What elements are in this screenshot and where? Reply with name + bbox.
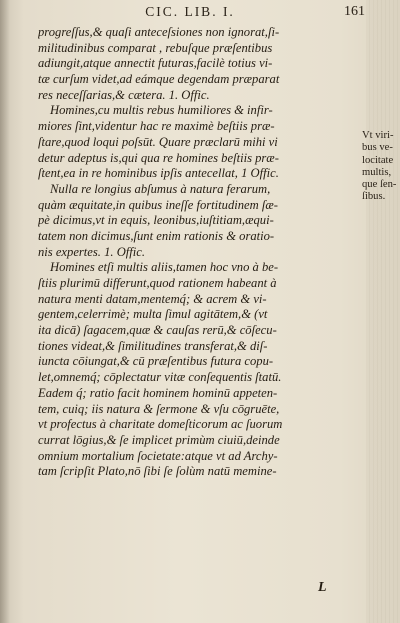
marginal-note-line: bus ve- bbox=[362, 142, 393, 154]
text-line: tiones videat,& ſimilitudines transferat,& diſ- bbox=[38, 338, 268, 353]
text-line: Homines etſi multis aliis,tamen hoc vno à be- bbox=[50, 260, 279, 275]
text-line: Eadem q́; ratio facit hominem hominū appeten- bbox=[38, 385, 278, 400]
text-line: Homines,cu multis rebus humiliores & infir- bbox=[50, 103, 273, 118]
text-line: tæ curſum videt,ad eámque degendam præparat bbox=[38, 72, 280, 87]
text-line: currat lōgius,& ſe implicet primùm ciuiū,deinde bbox=[38, 432, 280, 447]
marginal-note-line: que ſen- bbox=[362, 179, 397, 191]
marginal-note-line: locitate bbox=[362, 154, 394, 166]
text-line: tem, cuiq; iis natura & ſermone & vſu cōgruēte, bbox=[38, 401, 280, 416]
text-line: nis expertes. 1. Offic. bbox=[38, 244, 146, 259]
marginal-note-line: multis, bbox=[362, 166, 392, 178]
marginal-note bbox=[362, 130, 400, 204]
page-header bbox=[0, 4, 400, 24]
text-line: let,omnemq́; cōplectatur vitæ conſequentis ſtatū. bbox=[38, 370, 282, 385]
text-line: Nulla re longius abſumus à natura ferarum, bbox=[50, 181, 271, 196]
text-line: vt profectus à charitate domeſticorum ac ſuorum bbox=[38, 417, 283, 432]
text-line: quàm æquitate,in quibus ineſſe fortitudinem ſæ- bbox=[38, 197, 278, 212]
text-line: natura menti datam,mentemq́; & acrem & vi- bbox=[38, 291, 267, 306]
text-line: gentem,celerrimè; multa ſimul agitātem,& (vt bbox=[38, 307, 268, 322]
text-line: adiungit,atque annectit futuras,facilè totius vi- bbox=[38, 56, 273, 71]
text-line: detur adeptus is,qui qua re homines beſtiis præ- bbox=[38, 150, 279, 165]
text-line: militudinibus comparat , rebuſque præſentibus bbox=[38, 40, 273, 55]
text-line: miores ſint,videntur hac re maximè beſtiis præ- bbox=[38, 119, 275, 134]
text-line: res neceſſarias,& cætera. 1. Offic. bbox=[38, 87, 210, 102]
text-line: progreſſus,& quaſi anteceſsiones non ignorat,ſi- bbox=[38, 25, 280, 39]
page-edge-texture bbox=[366, 0, 400, 623]
marginal-note-line: Vt viri- bbox=[362, 130, 394, 141]
text-line: ſtent,ea in re hominibus ipſis antecellat, 1 Offic. bbox=[38, 166, 279, 181]
running-head: CIC. LIB. I. bbox=[145, 4, 235, 19]
text-line: iuncta cōiungat,& cū præſentibus futura copu- bbox=[38, 354, 274, 369]
body-text bbox=[38, 25, 358, 480]
text-line: ſtare,quod loqui poſsūt. Quare præclarū mihi vi bbox=[38, 134, 278, 149]
text-line: ita dicā) ſagacem,quæ & cauſas rerū,& cōſecu- bbox=[38, 323, 277, 338]
text-line: omnium mortalium ſocietate:atque vt ad Archy- bbox=[38, 448, 278, 463]
gutter-shadow bbox=[0, 0, 10, 623]
text-line: ſtiis plurimū differunt,quod rationem habeant à bbox=[38, 276, 277, 290]
marginal-note-line: ſibus. bbox=[362, 191, 386, 203]
page-number: 161 bbox=[344, 4, 365, 19]
catchword: L bbox=[318, 580, 327, 595]
text-line: tatem non dicimus,ſunt enim rationis & oratio- bbox=[38, 228, 275, 243]
text-line: pè dicimus,vt in equis, leonibus,iuſtitiam,æqui- bbox=[38, 213, 274, 228]
text-line: tam ſcripſit Plato,nō ſibi ſe ſolùm natū memine- bbox=[38, 464, 277, 479]
